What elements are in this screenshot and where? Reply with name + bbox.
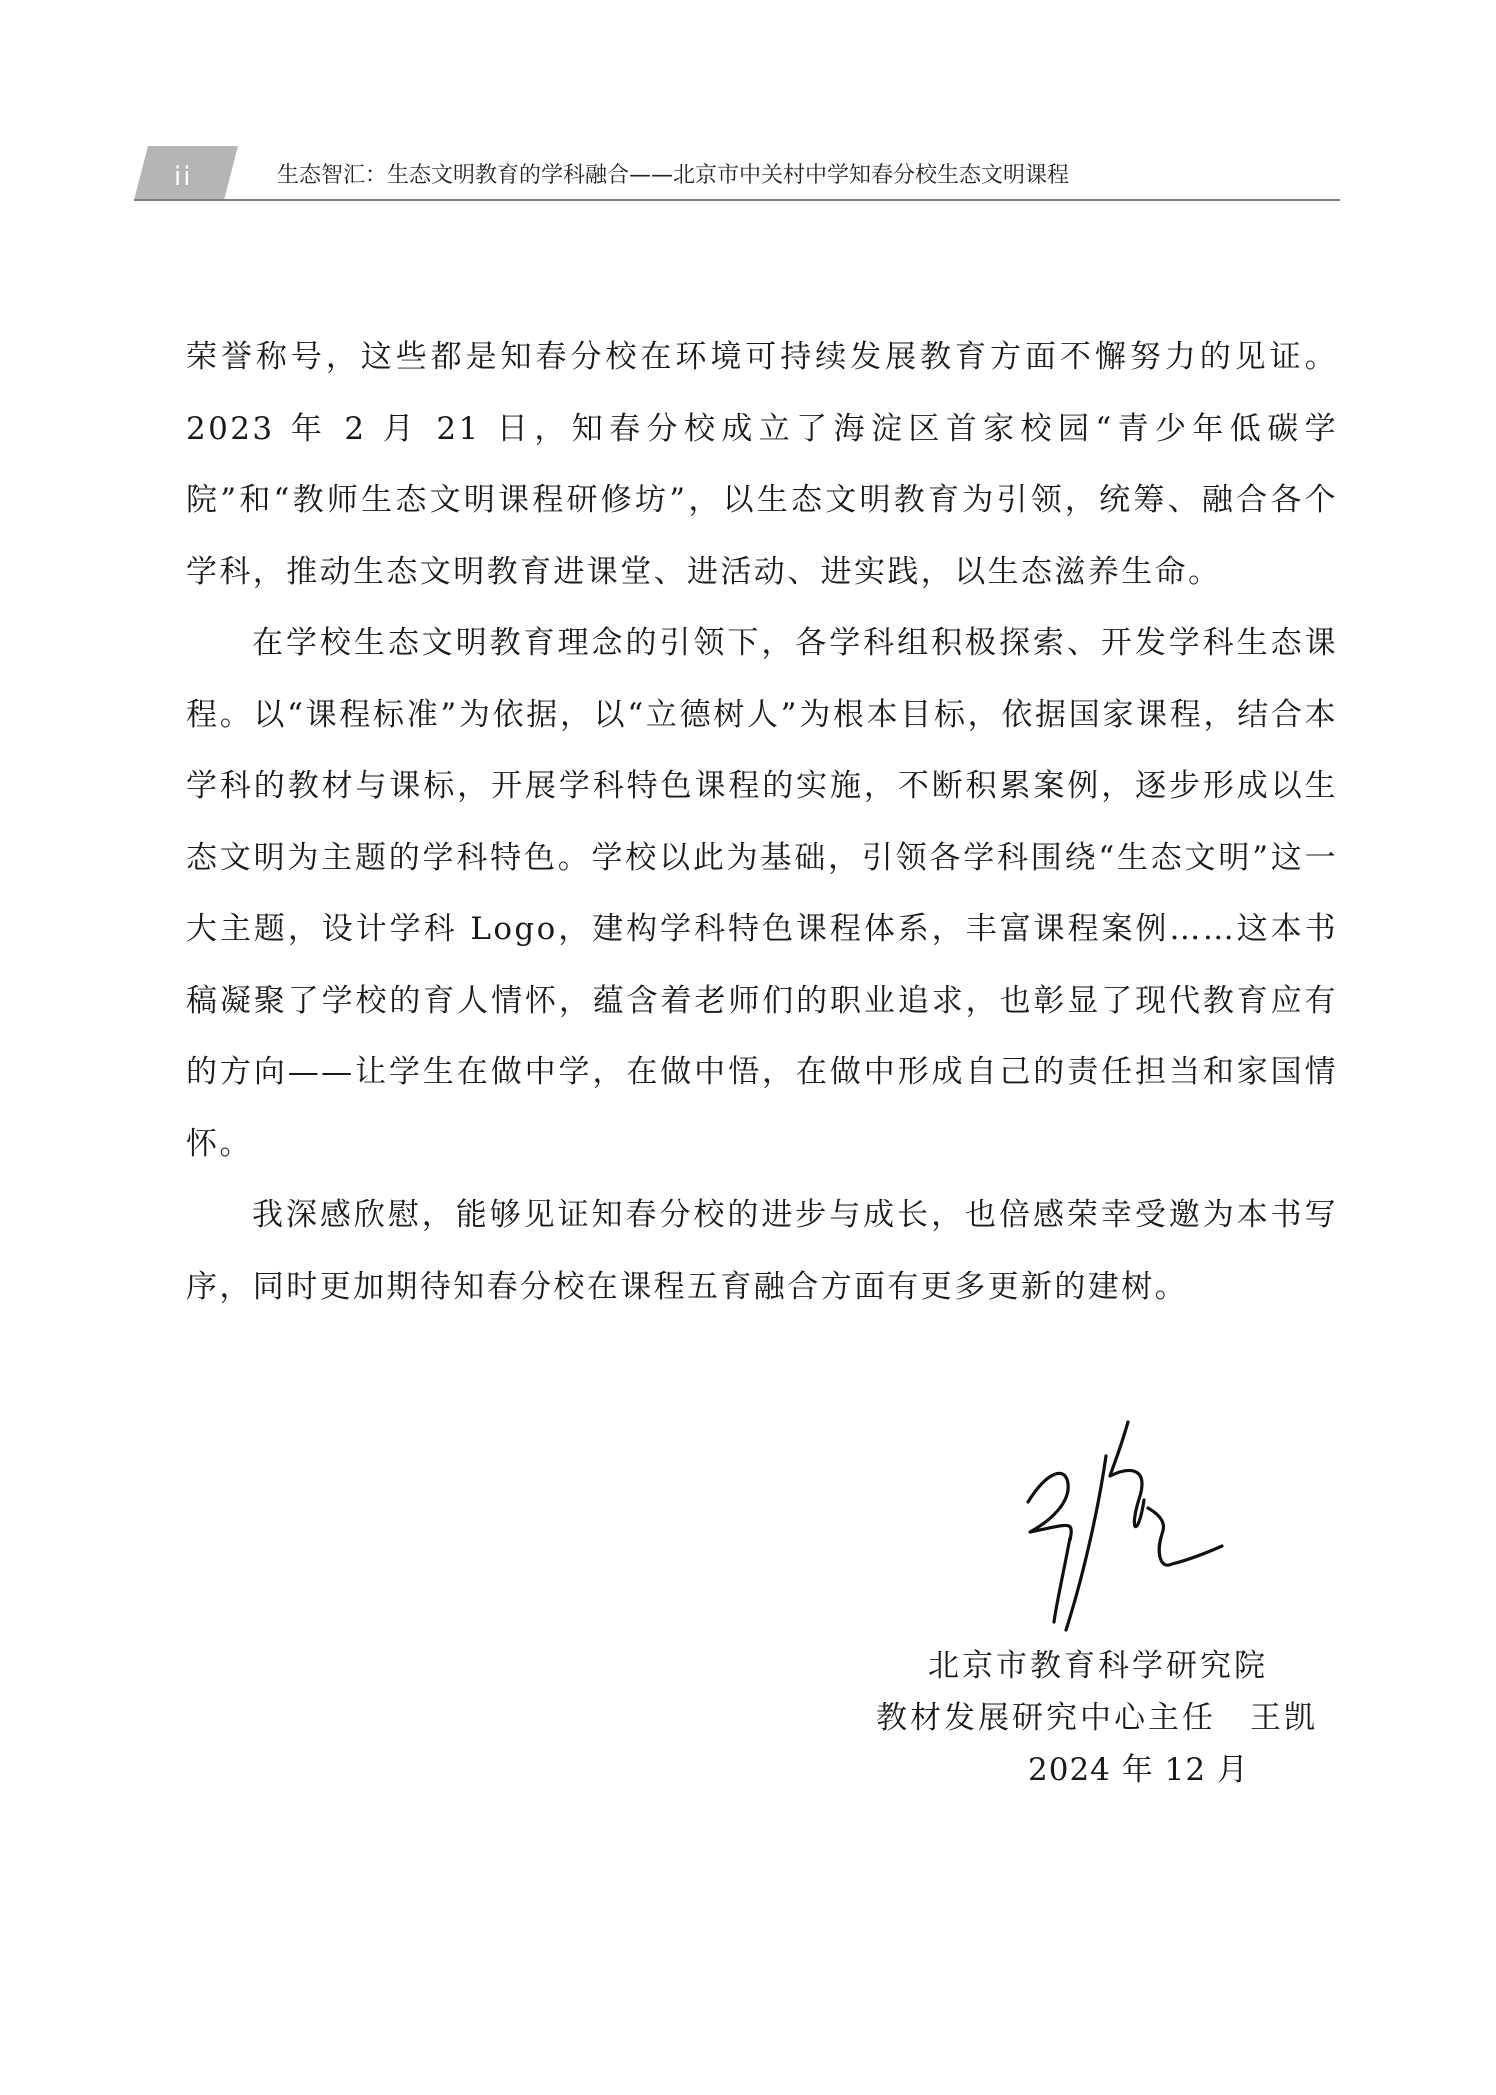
- page-number: ii: [174, 162, 193, 192]
- header-divider: [134, 199, 1340, 201]
- running-header: [134, 140, 1340, 200]
- signoff-block: [860, 1640, 1340, 1796]
- body-text: [186, 322, 1338, 1323]
- page-number-tab: [134, 146, 238, 200]
- signoff-date: 2024 年 12 月: [1028, 1752, 1249, 1788]
- paragraph-2: 在学校生态文明教育理念的引领下，各学科组积极探索、开发学科生态课程。以“课程标准”为依据，以“立德树人”为根本目标，依据国家课程，结合本学科的教材与课标，开展学科特色课程的实施，不断积累案例，逐步形成以生态文明为主题的学科特色。学校以此为基础，引领各学科围绕“生态文明”这一大主题，设计学科 Logo，建构学科特色课程体系，丰富课程案例……这本书稿凝聚了学校的育人情怀，蕴含着老师们的职业追求，也彰显了现代教育应有的方向——让学生在做中学，在做中悟，在做中形成自己的责任担当和家国情怀。: [186, 625, 1338, 1162]
- handwritten-signature: [1010, 1420, 1240, 1635]
- signoff-position-name: 教材发展研究中心主任 王凯: [876, 1700, 1318, 1736]
- running-title: 生态智汇：生态文明教育的学科融合——北京市中关村中学知春分校生态文明课程: [277, 163, 1070, 188]
- paragraph-1: 荣誉称号，这些都是知春分校在环境可持续发展教育方面不懈努力的见证。2023 年 2 月 21 日，知春分校成立了海淀区首家校园“青少年低碳学院”和“教师生态文明课程研修坊”，以生态文明教育为引领，统筹、融合各个学科，推动生态文明教育进课堂、进活动、进实践，以生态滋养生命。: [186, 339, 1338, 590]
- signoff-institution: 北京市教育科学研究院: [928, 1648, 1268, 1684]
- paragraph-3: 我深感欣慰，能够见证知春分校的进步与成长，也倍感荣幸受邀为本书写序，同时更加期待知春分校在课程五育融合方面有更多更新的建树。: [186, 1197, 1338, 1305]
